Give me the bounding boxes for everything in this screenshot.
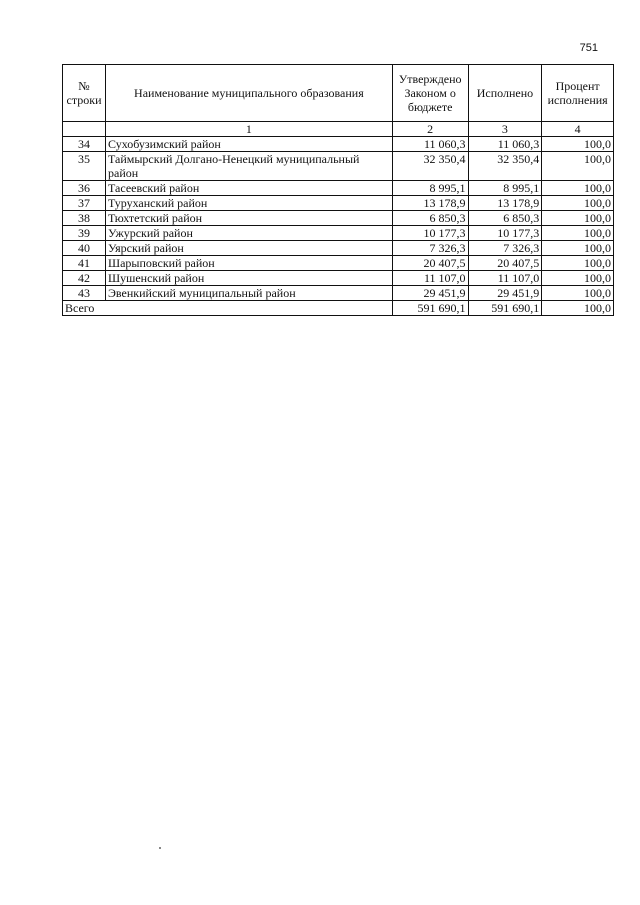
execution-percent-cell: 100,0 (542, 256, 614, 271)
table-row (63, 196, 614, 211)
municipality-name-cell: Туруханский район (106, 196, 393, 211)
executed-amount-cell: 11 060,3 (468, 137, 542, 152)
executed-amount-cell: 8 995,1 (468, 181, 542, 196)
header-execution-percent: Процент исполнения (542, 65, 614, 122)
table-body (63, 122, 614, 316)
table-row (63, 256, 614, 271)
column-number-cell: 2 (392, 122, 468, 137)
column-number-cell (63, 122, 106, 137)
total-executed-cell: 591 690,1 (468, 301, 542, 316)
municipality-name-cell: Тасеевский район (106, 181, 393, 196)
total-percent-cell: 100,0 (542, 301, 614, 316)
executed-amount-cell: 7 326,3 (468, 241, 542, 256)
approved-amount-cell: 32 350,4 (392, 152, 468, 181)
table-header (63, 65, 614, 122)
approved-amount-cell: 8 995,1 (392, 181, 468, 196)
approved-amount-cell: 10 177,3 (392, 226, 468, 241)
row-number-cell: 38 (63, 211, 106, 226)
column-number-cell: 3 (468, 122, 542, 137)
header-municipality-name: Наименование муниципального образования (106, 65, 393, 122)
header-approved-by-law: Утверждено Законом о бюджете (392, 65, 468, 122)
table-row (63, 271, 614, 286)
execution-percent-cell: 100,0 (542, 152, 614, 181)
execution-percent-cell: 100,0 (542, 196, 614, 211)
municipality-name-cell: Шушенский район (106, 271, 393, 286)
table-row (63, 137, 614, 152)
approved-amount-cell: 7 326,3 (392, 241, 468, 256)
municipality-name-cell: Шарыповский район (106, 256, 393, 271)
municipality-name-cell: Таймырский Долгано-Ненецкий муниципальный район (106, 152, 393, 181)
execution-percent-cell: 100,0 (542, 137, 614, 152)
approved-amount-cell: 11 107,0 (392, 271, 468, 286)
execution-percent-cell: 100,0 (542, 226, 614, 241)
approved-amount-cell: 13 178,9 (392, 196, 468, 211)
executed-amount-cell: 32 350,4 (468, 152, 542, 181)
budget-execution-table (62, 64, 614, 316)
row-number-cell: 43 (63, 286, 106, 301)
execution-percent-cell: 100,0 (542, 271, 614, 286)
row-number-cell: 36 (63, 181, 106, 196)
row-number-cell: 37 (63, 196, 106, 211)
table-row (63, 211, 614, 226)
header-executed: Исполнено (468, 65, 542, 122)
column-number-cell: 1 (106, 122, 393, 137)
total-label-cell: Всего (63, 301, 393, 316)
executed-amount-cell: 29 451,9 (468, 286, 542, 301)
municipality-name-cell: Сухобузимский район (106, 137, 393, 152)
approved-amount-cell: 6 850,3 (392, 211, 468, 226)
municipality-name-cell: Эвенкийский муниципальный район (106, 286, 393, 301)
table-row (63, 226, 614, 241)
table-row (63, 181, 614, 196)
table-row (63, 152, 614, 181)
execution-percent-cell: 100,0 (542, 181, 614, 196)
column-number-cell: 4 (542, 122, 614, 137)
row-number-cell: 42 (63, 271, 106, 286)
executed-amount-cell: 13 178,9 (468, 196, 542, 211)
executed-amount-cell: 20 407,5 (468, 256, 542, 271)
total-approved-cell: 591 690,1 (392, 301, 468, 316)
executed-amount-cell: 6 850,3 (468, 211, 542, 226)
scan-speck (159, 847, 161, 849)
executed-amount-cell: 11 107,0 (468, 271, 542, 286)
municipality-name-cell: Уярский район (106, 241, 393, 256)
row-number-cell: 34 (63, 137, 106, 152)
page-number: 751 (579, 42, 598, 54)
municipality-name-cell: Ужурский район (106, 226, 393, 241)
municipality-name-cell: Тюхтетский район (106, 211, 393, 226)
approved-amount-cell: 29 451,9 (392, 286, 468, 301)
execution-percent-cell: 100,0 (542, 241, 614, 256)
column-numbers-row (63, 122, 614, 137)
row-number-cell: 40 (63, 241, 106, 256)
table-row (63, 241, 614, 256)
approved-amount-cell: 20 407,5 (392, 256, 468, 271)
row-number-cell: 39 (63, 226, 106, 241)
row-number-cell: 41 (63, 256, 106, 271)
table-row (63, 286, 614, 301)
executed-amount-cell: 10 177,3 (468, 226, 542, 241)
execution-percent-cell: 100,0 (542, 211, 614, 226)
total-row (63, 301, 614, 316)
approved-amount-cell: 11 060,3 (392, 137, 468, 152)
execution-percent-cell: 100,0 (542, 286, 614, 301)
row-number-cell: 35 (63, 152, 106, 181)
header-row-number: № строки (63, 65, 106, 122)
